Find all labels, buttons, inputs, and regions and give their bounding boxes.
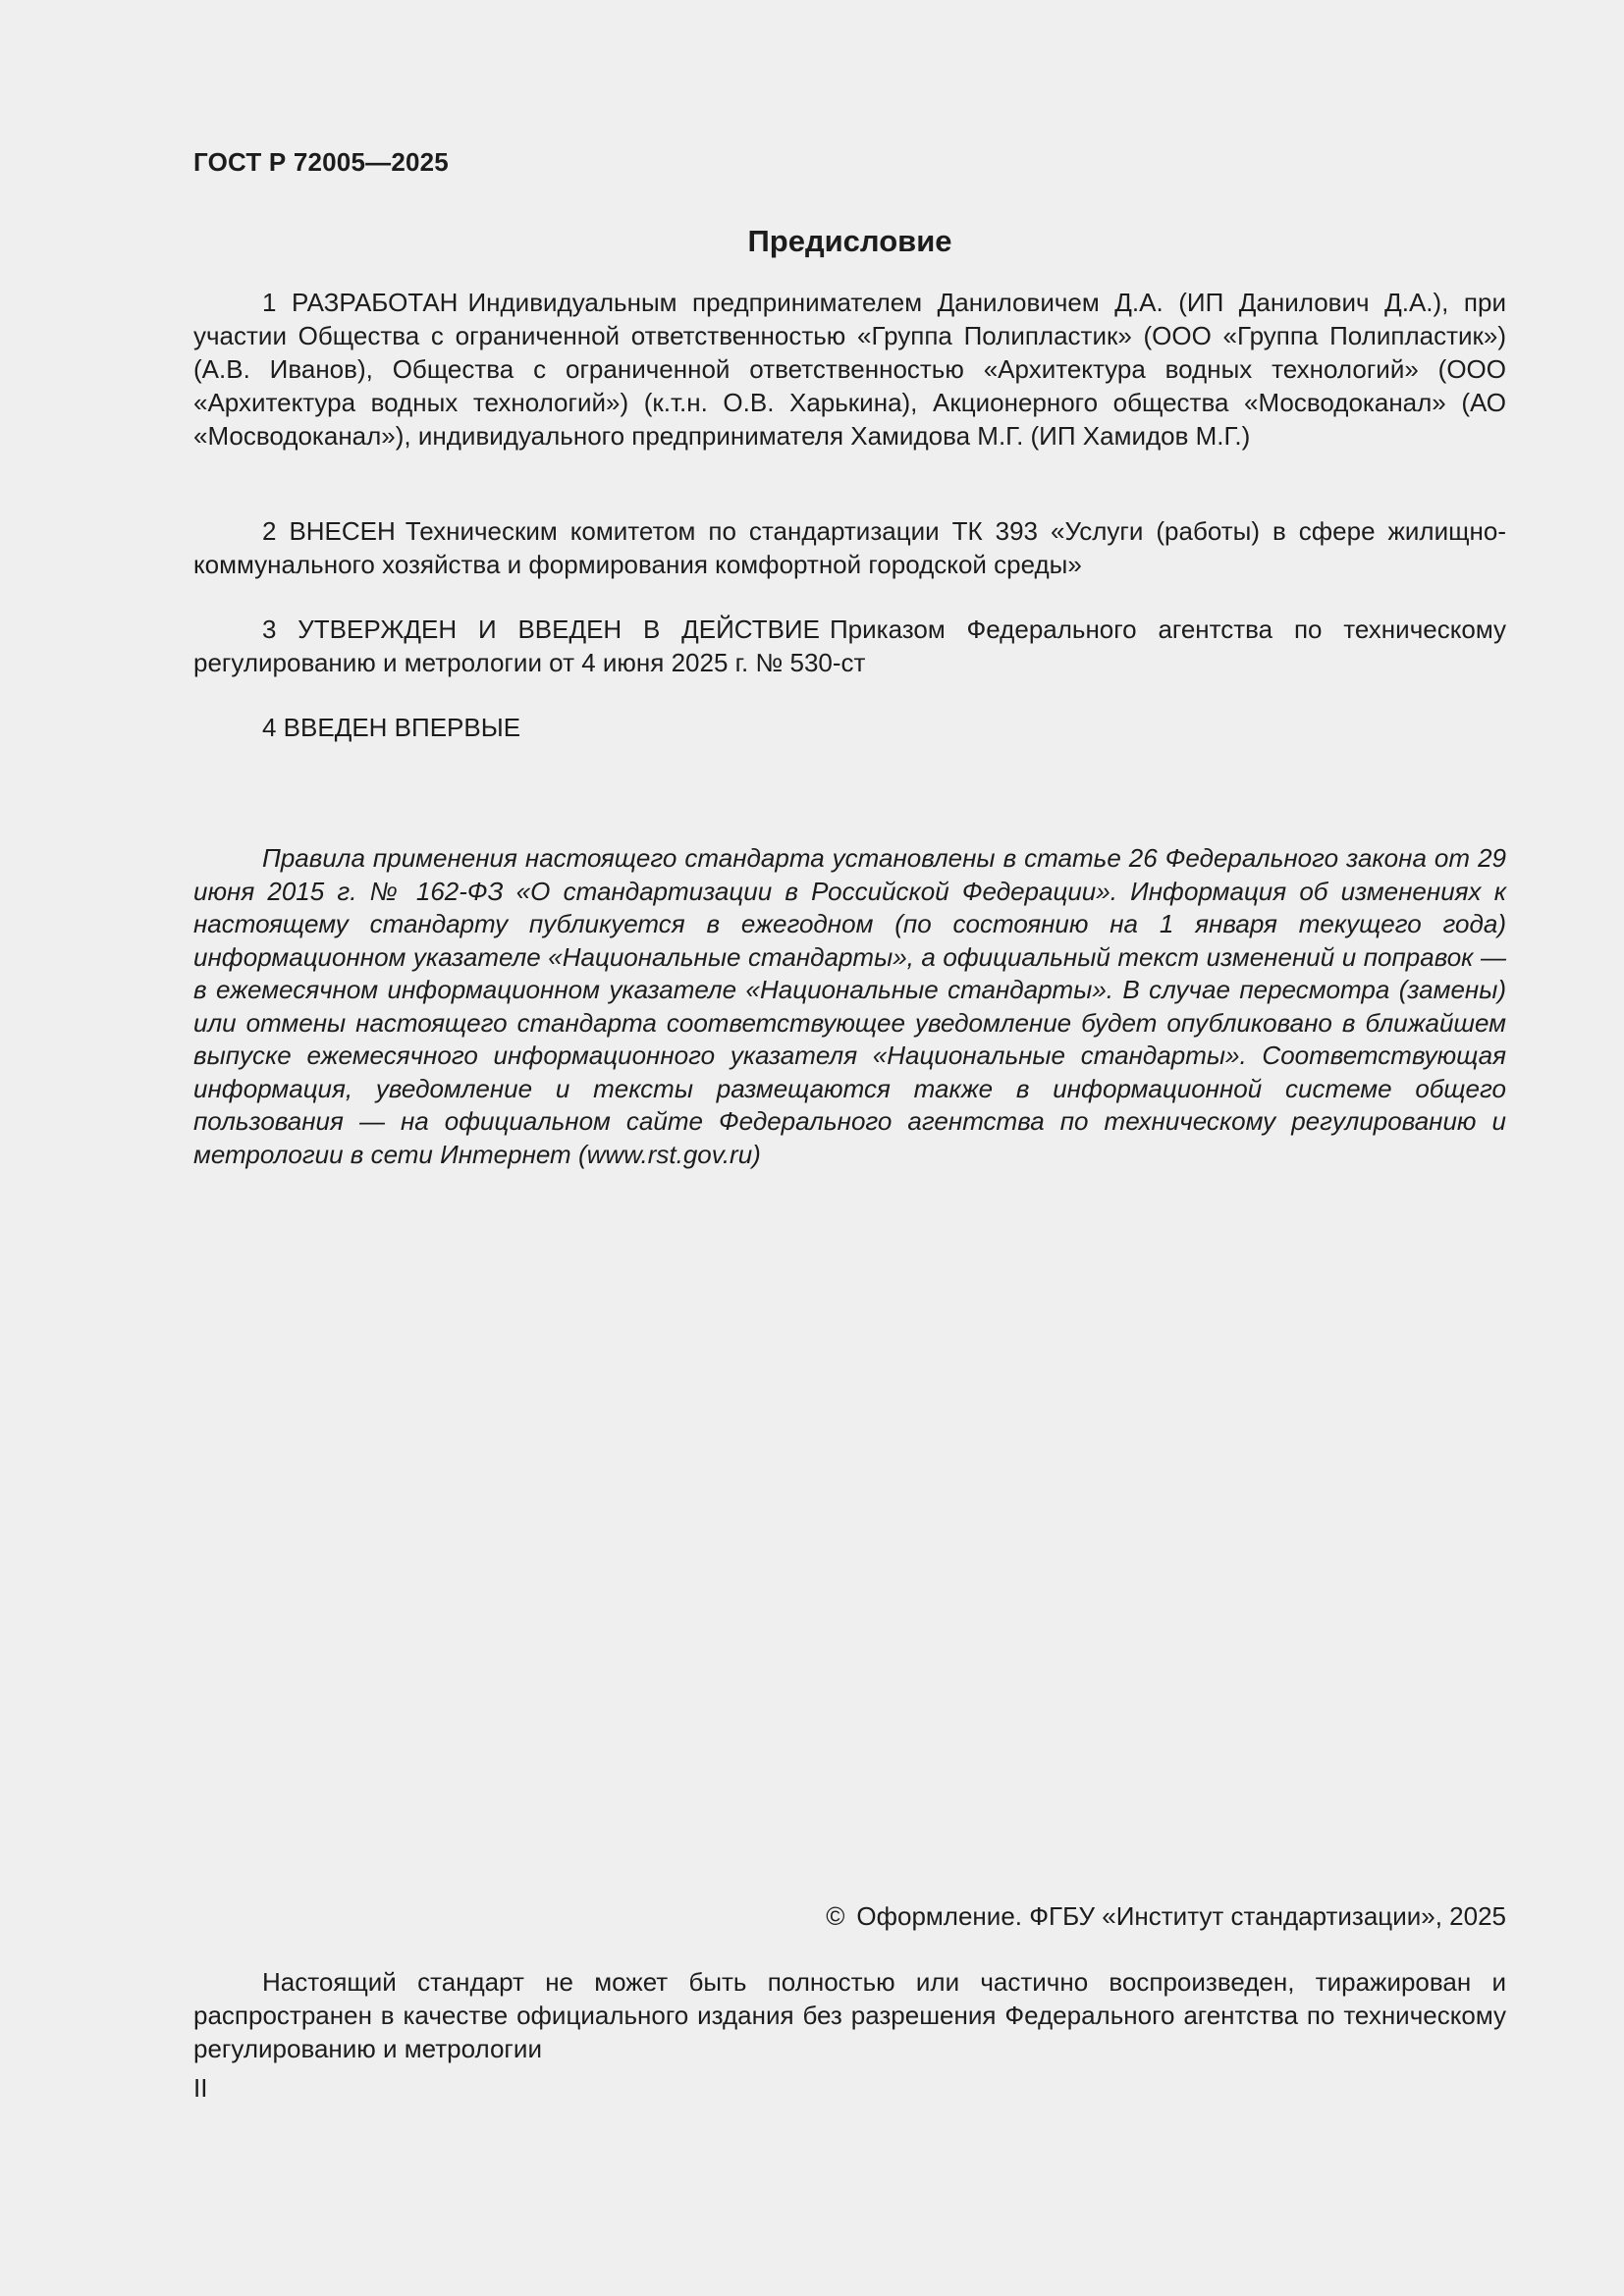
copyright-text: Оформление. ФГБУ «Институт стандартизации», 2025 bbox=[856, 1901, 1506, 1931]
preface-item-developed bbox=[193, 286, 1506, 453]
preface-item-introduced bbox=[193, 711, 1506, 744]
preface-item-lead: 3 УТВЕРЖДЕН И ВВЕДЕН В ДЕЙСТВИЕ bbox=[262, 614, 820, 644]
preface-item-text: Техническим комитетом по стандартизации ТК 393 «Услуги (работы) в сфере жилищно-коммунального хозяйства и формирования комфортной городской среды» bbox=[193, 516, 1506, 579]
preface-item-text: Приказом Федерального агентства по техническому регулированию и метрологии от 4 июня 2025 г. № 530-ст bbox=[193, 614, 1506, 677]
preface-item-approved bbox=[193, 613, 1506, 679]
rules-notice: Правила применения настоящего стандарта установлены в статье 26 Федерального закона от 29 июня 2015 г. № 162-ФЗ «О стандартизации в Российской Федерации». Информация об изменениях к настоящему стандарту публикуется в ежегодном (по состоянию на 1 января текущего года) информационном указателе «Национальные стандарты», а официальный текст изменений и поправок — в ежемесячном информационном указателе «Национальные стандарты». В случае пересмотра (замены) или отмены настоящего стандарта соответствующее уведомление будет опубликовано в ближайшем выпуске ежемесячного информационного указателя «Национальные стандарты». Соответствующая информация, уведомление и тексты размещаются также в информационной системе общего пользования — на официальном сайте Федерального агентства по техническому регулированию и метрологии в сети Интернет (www.rst.gov.ru) bbox=[193, 843, 1506, 1169]
page-number: II bbox=[193, 2073, 208, 2103]
preface-item-lead: 1 РАЗРАБОТАН bbox=[262, 288, 459, 317]
preface-item-text: Индивидуальным предпринимателем Даниловичем Д.А. (ИП Данилович Д.А.), при участии Общества с ограниченной ответственностью «Группа Полипластик» (ООО «Группа Полипластик») (А.В. Иванов), Общества с ограниченной ответственностью «Архитектура водных технологий» (ООО «Архитектура водных технологий») (к.т.н. О.В. Харькина), Акционерного общества «Мосводоканал» (АО «Мосводоканал»), индивидуального предпринимателя Хамидова М.Г. (ИП Хамидов М.Г.) bbox=[193, 288, 1506, 451]
preface-item-lead: 2 ВНЕСЕН bbox=[262, 516, 396, 546]
preface-item-submitted bbox=[193, 514, 1506, 581]
copyright-symbol: © bbox=[826, 1901, 845, 1931]
preface-item-lead: 4 ВВЕДЕН ВПЕРВЫЕ bbox=[262, 713, 521, 742]
document-page bbox=[193, 0, 1506, 2296]
document-code: ГОСТ Р 72005—2025 bbox=[193, 147, 449, 177]
reproduction-notice: Настоящий стандарт не может быть полностью или частично воспроизведен, тиражирован и распространен в качестве официального издания без разрешения Федерального агентства по техническому регулированию и метрологии bbox=[193, 1967, 1506, 2063]
page-title: Предисловие bbox=[747, 224, 952, 258]
copyright-line bbox=[826, 1899, 1506, 1933]
